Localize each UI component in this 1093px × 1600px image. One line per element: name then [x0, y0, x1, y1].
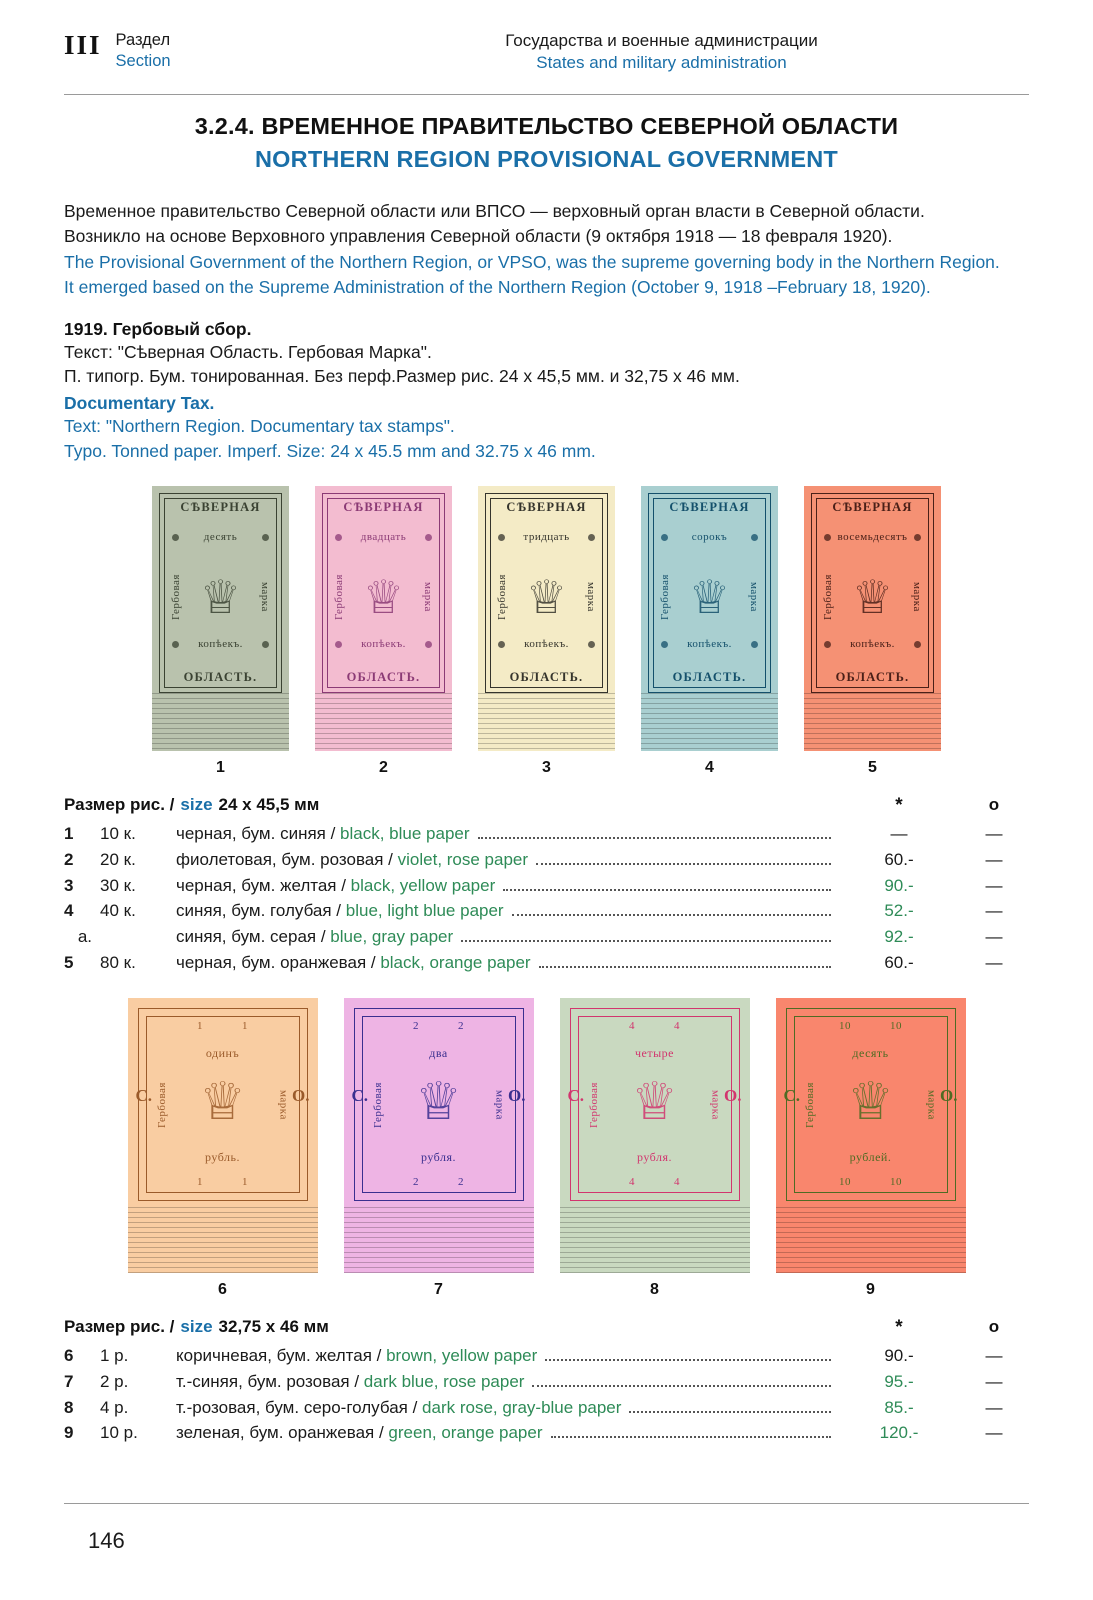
- row-number: 6: [64, 1345, 74, 1365]
- page-title-ru: 3.2.4. ВРЕМЕННОЕ ПРАВИТЕЛЬСТВО СЕВЕРНОЙ ОБЛАСТИ: [194, 113, 899, 139]
- row-leader: [478, 836, 831, 839]
- stamp-caption: 1: [216, 758, 225, 776]
- row-number: 7: [64, 1371, 74, 1391]
- row-price-mint: 52.-: [884, 901, 914, 921]
- row-price-mint: 60.-: [884, 849, 914, 869]
- stamp-caption: 7: [434, 1280, 443, 1298]
- stamp-item: [128, 998, 318, 1299]
- stamp-gallery-large: [64, 998, 1029, 1299]
- size-label-ru-2: Размер рис. /: [64, 1316, 175, 1336]
- row-description-en: black, yellow paper: [345, 875, 496, 895]
- row-number: 5: [64, 953, 74, 973]
- row-leader: [532, 1384, 831, 1387]
- table-row: [64, 898, 1029, 924]
- intro-en-line-1: The Provisional Government of the Northern Region, or VPSO, was the supreme governing body in the Northern Region.: [64, 251, 1000, 272]
- row-price-mint: 95.-: [884, 1371, 914, 1391]
- row-description-ru: синяя, бум. серая /: [176, 927, 326, 947]
- stamp-item: [315, 486, 452, 777]
- stamp-caption: 8: [650, 1280, 659, 1298]
- section-roman-numeral: III: [64, 30, 102, 60]
- row-denomination: 4 р.: [100, 1397, 129, 1417]
- row-leader: [539, 965, 831, 968]
- stamp-image: СѢВЕРНАЯ восемьдесятъ ♕ Гербовая марка копѣекъ. ОБЛАСТЬ.: [804, 486, 941, 751]
- row-price-used: —: [985, 1423, 1003, 1443]
- column-header-used-2: o: [988, 1316, 1000, 1336]
- row-price-mint: 92.-: [884, 927, 914, 947]
- row-description-en: blue, light blue paper: [341, 901, 504, 921]
- row-description-ru: синяя, бум. голубая /: [176, 901, 342, 921]
- table-row: [64, 847, 1029, 873]
- size-value: 24 x 45,5 мм: [218, 794, 320, 814]
- row-leader: [536, 862, 831, 865]
- stamp-image: 10 10 десять ♕ Гербовая марка С. О. рублей. 10 10: [776, 998, 966, 1273]
- stamp-item: [478, 486, 615, 777]
- row-description-ru: т.-синяя, бум. розовая /: [176, 1371, 360, 1391]
- column-header-mint: *: [895, 794, 903, 816]
- size-value-2: 32,75 x 46 мм: [218, 1316, 329, 1336]
- price-table-small-header: [64, 795, 1029, 817]
- row-description-ru: фиолетовая, бум. розовая /: [176, 849, 393, 869]
- header-subject-ru: Государства и военные администрации: [505, 31, 818, 50]
- stamp-caption: 3: [542, 758, 551, 776]
- row-description-ru: зеленая, бум. оранжевая /: [176, 1423, 384, 1443]
- row-price-mint: 90.-: [884, 1345, 914, 1365]
- row-description-en: dark rose, gray-blue paper: [417, 1397, 622, 1417]
- price-table-large-header: [64, 1317, 1029, 1339]
- row-price-used: —: [985, 901, 1003, 921]
- intro-ru-line-2: Возникло на основе Верховного управления Северной области (9 октября 1918 — 18 февраля 1920).: [64, 226, 893, 247]
- row-number: 9: [64, 1423, 74, 1443]
- stamp-item: [560, 998, 750, 1299]
- row-description-ru: черная, бум. оранжевая /: [176, 953, 376, 973]
- size-label-ru: Размер рис. /: [64, 794, 175, 814]
- column-header-mint-2: *: [895, 1316, 903, 1338]
- row-denomination: 2 р.: [100, 1371, 129, 1391]
- row-price-used: —: [985, 953, 1003, 973]
- row-price-mint: —: [890, 823, 908, 843]
- table-row: [64, 1369, 1029, 1395]
- row-price-used: —: [985, 1371, 1003, 1391]
- stamp-image: 4 4 четыре ♕ Гербовая марка С. О. рубля. 4 4: [560, 998, 750, 1273]
- issue-text-en: Text: "Northern Region. Documentary tax stamps".: [64, 416, 455, 437]
- intro-block: [64, 199, 1029, 301]
- row-description-en: blue, gray paper: [325, 927, 454, 947]
- row-denomination: 30 к.: [100, 875, 136, 895]
- row-leader: [461, 939, 831, 942]
- row-description-en: brown, yellow paper: [381, 1345, 538, 1365]
- row-leader: [551, 1435, 832, 1438]
- row-denomination: 20 к.: [100, 849, 136, 869]
- row-denomination: 10 р.: [100, 1423, 138, 1443]
- issue-text-ru: Текст: "Сѣверная Область. Гербовая Марка".: [64, 341, 432, 362]
- row-denomination: 1 р.: [100, 1345, 129, 1365]
- stamp-image: СѢВЕРНАЯ тридцать ♕ Гербовая марка копѣекъ. ОБЛАСТЬ.: [478, 486, 615, 751]
- stamp-gallery-small: [64, 486, 1029, 777]
- header-subject: [354, 30, 1029, 74]
- row-denomination: 80 к.: [100, 953, 136, 973]
- price-table-small: [64, 795, 1029, 976]
- stamp-image: 1 1 одинъ ♕ Гербовая марка С. О. рубль. 1 1: [128, 998, 318, 1273]
- stamp-caption: 5: [868, 758, 877, 776]
- stamp-image: СѢВЕРНАЯ сорокъ ♕ Гербовая марка копѣекъ. ОБЛАСТЬ.: [641, 486, 778, 751]
- page-header: [64, 0, 1029, 88]
- row-price-used: —: [985, 823, 1003, 843]
- page-title-en: NORTHERN REGION PROVISIONAL GOVERNMENT: [255, 146, 838, 172]
- table-row: [64, 1343, 1029, 1369]
- intro-ru-line-1: Временное правительство Северной области или ВПСО — верховный орган власти в Северной области.: [64, 201, 925, 221]
- row-description-en: black, orange paper: [375, 953, 531, 973]
- row-description-en: green, orange paper: [383, 1423, 543, 1443]
- row-denomination: 10 к.: [100, 823, 136, 843]
- stamp-caption: 2: [379, 758, 388, 776]
- header-divider: [64, 94, 1029, 95]
- row-leader: [629, 1410, 831, 1413]
- row-price-mint: 60.-: [884, 953, 914, 973]
- row-denomination: 40 к.: [100, 901, 136, 921]
- row-description-en: black, blue paper: [335, 823, 470, 843]
- stamp-item: [152, 486, 289, 777]
- header-subject-en: States and military administration: [536, 53, 787, 73]
- page-number: 146: [88, 1528, 125, 1553]
- stamp-item: [641, 486, 778, 777]
- stamp-image: СѢВЕРНАЯ двадцать ♕ Гербовая марка копѣекъ. ОБЛАСТЬ.: [315, 486, 452, 751]
- row-leader: [545, 1358, 831, 1361]
- stamp-caption: 9: [866, 1280, 875, 1298]
- stamp-item: [344, 998, 534, 1299]
- issue-heading-en: Documentary Tax.: [64, 393, 215, 414]
- row-price-used: —: [985, 875, 1003, 895]
- row-leader: [503, 888, 831, 891]
- row-price-used: —: [985, 1397, 1003, 1417]
- row-price-mint: 90.-: [884, 875, 914, 895]
- row-price-used: —: [985, 927, 1003, 947]
- stamp-image: 2 2 два ♕ Гербовая марка С. О. рубля. 2 2: [344, 998, 534, 1273]
- row-description-ru: коричневая, бум. желтая /: [176, 1345, 382, 1365]
- table-row: [64, 950, 1029, 976]
- row-number: 2: [64, 849, 74, 869]
- stamp-image: СѢВЕРНАЯ десять ♕ Гербовая марка копѣекъ. ОБЛАСТЬ.: [152, 486, 289, 751]
- column-header-used: o: [988, 794, 1000, 814]
- price-table-large: [64, 1317, 1029, 1446]
- stamp-item: [776, 998, 966, 1299]
- size-label-en: size: [180, 794, 213, 814]
- table-row: [64, 1420, 1029, 1446]
- section-indicator: [64, 30, 354, 71]
- row-description-ru: черная, бум. синяя /: [176, 823, 336, 843]
- row-number: 3: [64, 875, 74, 895]
- section-label-en: Section: [115, 51, 171, 70]
- stamp-caption: 4: [705, 758, 714, 776]
- row-number: а.: [77, 927, 92, 947]
- issue-spec-en: Typo. Tonned paper. Imperf. Size: 24 x 45.5 mm and 32.75 x 46 mm.: [64, 441, 596, 462]
- row-price-mint: 85.-: [884, 1397, 914, 1417]
- row-description-en: dark blue, rose paper: [359, 1371, 525, 1391]
- section-label-ru: Раздел: [115, 31, 171, 49]
- size-label-en-2: size: [180, 1316, 213, 1336]
- row-description-en: violet, rose paper: [392, 849, 529, 869]
- footer-divider: [64, 1503, 1029, 1504]
- row-number: 8: [64, 1397, 74, 1417]
- row-number: 1: [64, 823, 74, 843]
- row-price-used: —: [985, 1345, 1003, 1365]
- row-leader: [512, 913, 831, 916]
- issue-spec-ru: П. типогр. Бум. тонированная. Без перф.Размер рис. 24 х 45,5 мм. и 32,75 х 46 мм.: [64, 366, 740, 387]
- row-description-ru: черная, бум. желтая /: [176, 875, 346, 895]
- stamp-item: [804, 486, 941, 777]
- row-number: 4: [64, 901, 74, 921]
- table-row: [64, 873, 1029, 899]
- table-row: [64, 924, 1029, 950]
- intro-en-line-2: It emerged based on the Supreme Administration of the Northern Region (October 9, 1918 –February 18, 1920).: [64, 277, 931, 298]
- row-price-used: —: [985, 849, 1003, 869]
- table-row: [64, 821, 1029, 847]
- table-row: [64, 1395, 1029, 1421]
- issue-heading-ru: 1919. Гербовый сбор.: [64, 318, 252, 339]
- row-description-ru: т.-розовая, бум. серо-голубая /: [176, 1397, 418, 1417]
- stamp-caption: 6: [218, 1280, 227, 1298]
- row-price-mint: 120.-: [879, 1423, 919, 1443]
